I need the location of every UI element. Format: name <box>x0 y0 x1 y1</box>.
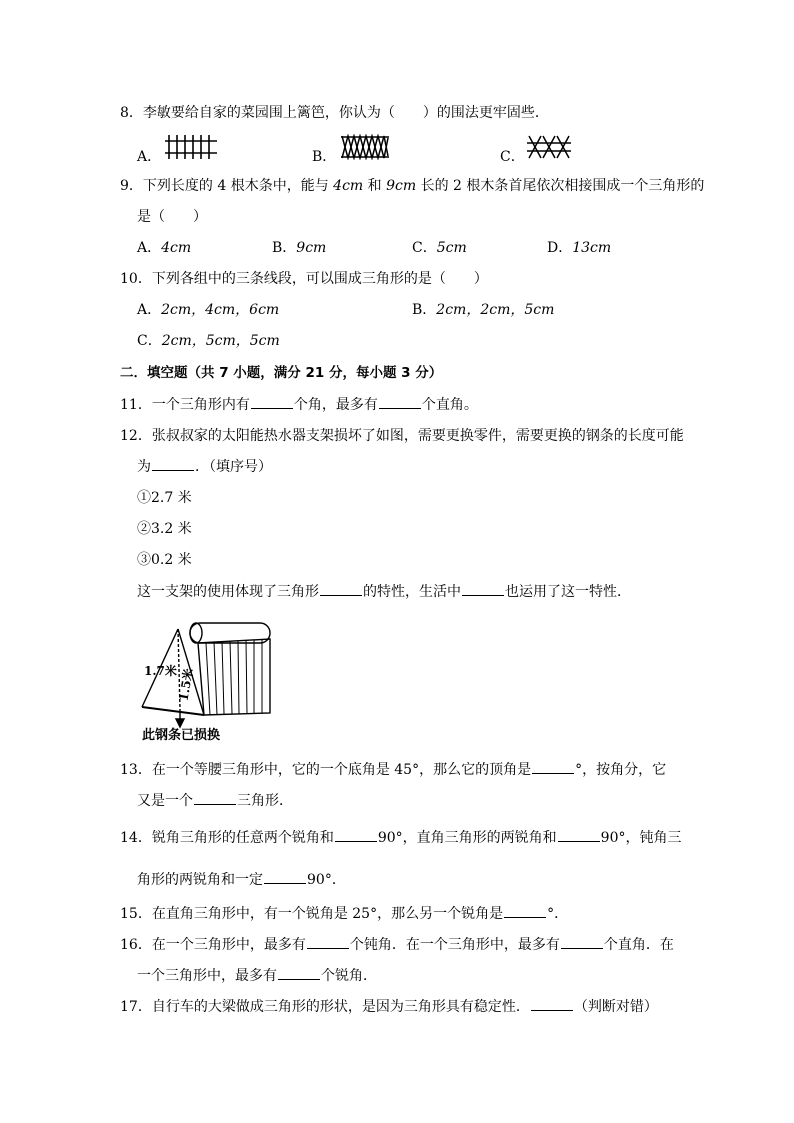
q12-line1: 12．张叔叔家的太阳能热水器支架损坏了如图，需要更换零件，需要更换的钢条的长度可能 <box>120 428 684 444</box>
q16-blank-1[interactable] <box>307 936 349 949</box>
fig-caption: 此钢条已损换 <box>142 728 221 743</box>
q14-blank-1[interactable] <box>335 829 377 842</box>
q9-option-c: C．5cm <box>412 240 467 256</box>
solar-heater-figure <box>138 615 278 745</box>
fence-b-zigzag-figure <box>340 134 390 160</box>
fig-label-1-5m: 1.5米 <box>176 667 196 703</box>
q9-option-d: D．13cm <box>547 240 612 256</box>
fig-label-1-7m: 1.7米 <box>144 664 177 678</box>
q11-text: 11．一个三角形内有 个角，最多有 个直角。 <box>120 397 478 413</box>
q8-option-b: B． <box>312 149 337 165</box>
q12-choice-3: ③0.2 米 <box>137 552 192 568</box>
q15-text: 15．在直角三角形中，有一个锐角是 25°，那么另一个锐角是 °． <box>120 906 569 922</box>
q10-stem: 10．下列各组中的三条线段，可以围成三角形的是（ ） <box>120 271 488 287</box>
q10-option-a: A．2cm，4cm，6cm <box>137 302 280 318</box>
q12-line3: 这一支架的使用体现了三角形 的特性，生活中 也运用了这一特性． <box>137 584 631 600</box>
q8-stem: 8．李敏要给自家的菜园围上篱笆，你认为（ ）的围法更牢固些． <box>120 105 549 121</box>
q13-blank-2[interactable] <box>194 792 236 805</box>
q14-line1: 14．锐角三角形的任意两个锐角和 90°，直角三角形的两锐角和 90°，钝角三 <box>120 830 682 846</box>
q9-line1: 9．下列长度的 4 根木条中，能与 4cm 和 9cm 长的 2 根木条首尾依次相接围成一个三角形的 <box>120 178 705 194</box>
q9-option-b: B．9cm <box>272 240 327 256</box>
q14-line2: 角形的两锐角和一定 90°． <box>137 872 346 888</box>
section-2-title: 二．填空题（共 7 小题，满分 21 分，每小题 3 分） <box>120 365 443 381</box>
q15-blank-1[interactable] <box>504 905 546 918</box>
q12-blank-1[interactable] <box>152 458 194 471</box>
q17-text: 17．自行车的大梁做成三角形的形状，是因为三角形具有稳定性． （判断对错） <box>120 999 658 1015</box>
q12-line2: 为 ．（填序号） <box>137 459 272 475</box>
fence-a-grid-figure <box>163 134 219 160</box>
q13-line2: 又是一个 三角形． <box>137 793 293 809</box>
q16-line2: 一个三角形中，最多有 个锐角． <box>137 968 377 984</box>
q13-blank-1[interactable] <box>532 761 574 774</box>
q14-blank-3[interactable] <box>264 871 306 884</box>
q10-option-b: B．2cm，2cm，5cm <box>412 302 555 318</box>
q11-blank-2[interactable] <box>379 396 421 409</box>
q12-choice-1: ①2.7 米 <box>137 490 192 506</box>
q9-option-a: A．4cm <box>137 240 192 256</box>
q14-blank-2[interactable] <box>558 829 600 842</box>
q16-blank-3[interactable] <box>278 967 320 980</box>
q16-line1: 16．在一个三角形中，最多有 个钝角．在一个三角形中，最多有 个直角．在 <box>120 937 674 953</box>
q12-choice-2: ②3.2 米 <box>137 521 192 537</box>
q10-option-c: C．2cm，5cm，5cm <box>137 333 280 349</box>
q9-line2: 是（ ） <box>137 209 207 225</box>
q16-blank-2[interactable] <box>561 936 603 949</box>
q8-option-a: A． <box>137 149 162 165</box>
q12-blank-2[interactable] <box>320 583 362 596</box>
q17-blank-1[interactable] <box>531 998 573 1011</box>
q13-line1: 13．在一个等腰三角形中，它的一个底角是 45°，那么它的顶角是 °，按角分，它 <box>120 762 667 778</box>
q8-option-c: C． <box>500 149 525 165</box>
fence-c-cross-figure <box>526 134 572 160</box>
q11-blank-1[interactable] <box>251 396 293 409</box>
q12-blank-3[interactable] <box>462 583 504 596</box>
